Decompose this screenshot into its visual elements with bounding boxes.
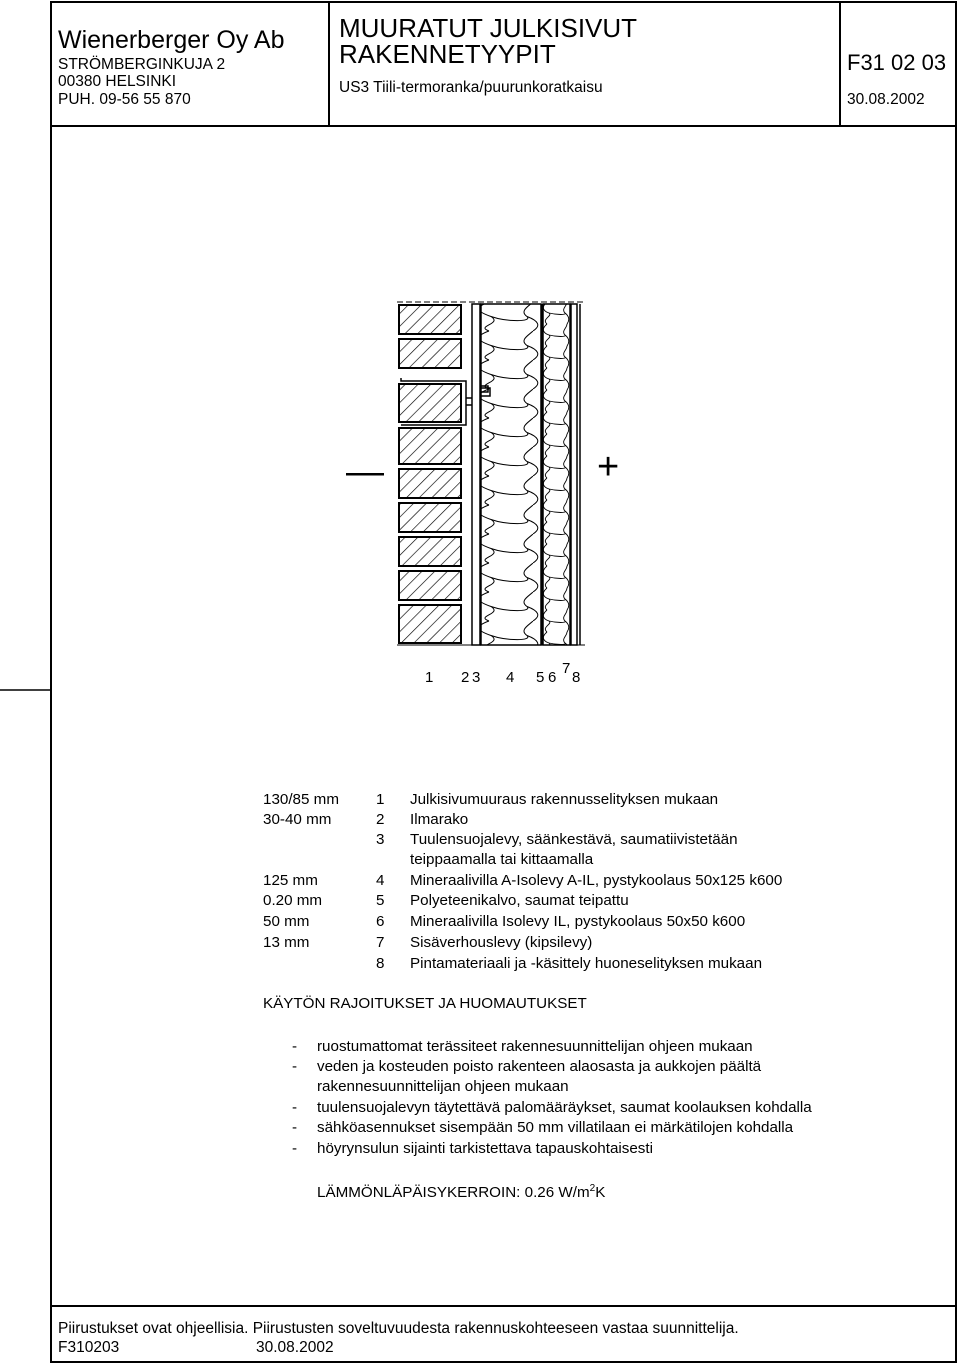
layer-number: 4 — [376, 872, 385, 889]
mineral-wool-inner — [543, 304, 570, 645]
note-dash: - — [292, 1119, 298, 1136]
layer-description: Ilmarako — [410, 811, 469, 828]
layer-number-7: 7 — [562, 660, 571, 677]
note-text: ruostumattomat terässiteet rakennesuunnittelijan ohjeen mukaan — [317, 1038, 753, 1055]
layer-thickness: 30-40 mm — [263, 811, 332, 828]
layer-number: 6 — [376, 913, 385, 930]
brick-layer — [399, 305, 461, 643]
layer-description: Pintamateriaali ja -käsittely huoneselityksen mukaan — [410, 955, 763, 972]
layer-description: Julkisivumuuraus rakennusselityksen mukaan — [410, 791, 719, 808]
layer-number: 7 — [376, 934, 385, 951]
footer-file-code: F310203 — [58, 1339, 120, 1356]
layer-number-8: 8 — [572, 669, 581, 686]
address-line-street: STRÖMBERGINKUJA 2 — [58, 56, 226, 73]
mineral-wool-main — [481, 304, 541, 645]
note-text: höyrynsulun sijainti tarkistettava tapauskohtaisesti — [317, 1140, 653, 1157]
layer-number-6: 6 — [548, 669, 557, 686]
inside-plus-sign: + — [597, 446, 620, 488]
layer-number-4: 4 — [506, 669, 515, 686]
doc-date: 30.08.2002 — [847, 91, 925, 108]
layer-number: 1 — [376, 791, 385, 808]
layer-description: Polyeteenikalvo, saumat teipattu — [410, 892, 629, 909]
footer-date: 30.08.2002 — [256, 1339, 334, 1356]
layer-number-5: 5 — [536, 669, 545, 686]
layer-number-1: 1 — [425, 669, 434, 686]
layer-thickness: 13 mm — [263, 934, 310, 951]
layer-description: Sisäverhouslevy (kipsilevy) — [410, 934, 593, 951]
note-dash: - — [292, 1099, 298, 1116]
outside-minus-sign: — — [346, 451, 384, 493]
layer-description: teippaamalla tai kittaamalla — [410, 851, 594, 868]
doc-code: F31 02 03 — [847, 50, 947, 75]
layer-number: 3 — [376, 831, 385, 848]
layer-thickness: 0.20 mm — [263, 892, 323, 909]
note-dash: - — [292, 1140, 298, 1157]
address-line-city: 00380 HELSINKI — [58, 73, 177, 90]
u-value-number: 0.26 W/m — [524, 1184, 590, 1201]
gypsum-board — [571, 304, 577, 645]
layer-thickness: 130/85 mm — [263, 791, 339, 808]
layer-description: Mineraalivilla Isolevy IL, pystykoolaus 50x50 k600 — [410, 913, 746, 930]
u-value-label: LÄMMÖNLÄPÄISYKERROIN: — [317, 1184, 521, 1201]
doc-subtitle: US3 Tiili-termoranka/puurunkoratkaisu — [339, 79, 603, 96]
layer-number-2: 2 — [461, 669, 470, 686]
note-text: tuulensuojalevyn täytettävä palomääräykset, saumat koolauksen kohdalla — [317, 1099, 812, 1116]
layer-number: 2 — [376, 811, 385, 828]
company-name: Wienerberger Oy Ab — [58, 26, 285, 54]
note-dash: - — [292, 1038, 298, 1055]
layer-description: Mineraalivilla A-Isolevy A-IL, pystykoolaus 50x125 k600 — [410, 872, 783, 889]
notes-heading: KÄYTÖN RAJOITUKSET JA HUOMAUTUKSET — [263, 995, 587, 1012]
note-dash: - — [292, 1058, 298, 1075]
note-text: sähköasennukset sisempään 50 mm villatilaan ei märkätilojen kohdalla — [317, 1119, 794, 1136]
layer-number: 8 — [376, 955, 385, 972]
u-value-superscript: 2 — [589, 1183, 596, 1194]
footer-disclaimer: Piirustukset ovat ohjeellisia. Piirustusten soveltuvuudesta rakennuskohteeseen vastaa suunnittelija. — [58, 1320, 739, 1337]
layer-thickness: 50 mm — [263, 913, 310, 930]
doc-title-line-2: RAKENNETYYPIT — [339, 39, 556, 69]
layer-description: Tuulensuojalevy, säänkestävä, saumatiivistetään — [410, 831, 738, 848]
layer-number-3: 3 — [472, 669, 481, 686]
u-value-unit: K — [595, 1184, 606, 1201]
layer-number: 5 — [376, 892, 385, 909]
layer-thickness: 125 mm — [263, 872, 318, 889]
note-text: rakennesuunnittelijan ohjeen mukaan — [317, 1078, 569, 1095]
wind-barrier-board — [472, 304, 480, 645]
address-line-phone: PUH. 09-56 55 870 — [58, 91, 191, 108]
note-text: veden ja kosteuden poisto rakenteen alaosasta ja aukkojen päältä — [317, 1058, 762, 1075]
u-value — [317, 1184, 605, 1200]
doc-title-line-1: MUURATUT JULKISIVUT — [339, 13, 638, 43]
